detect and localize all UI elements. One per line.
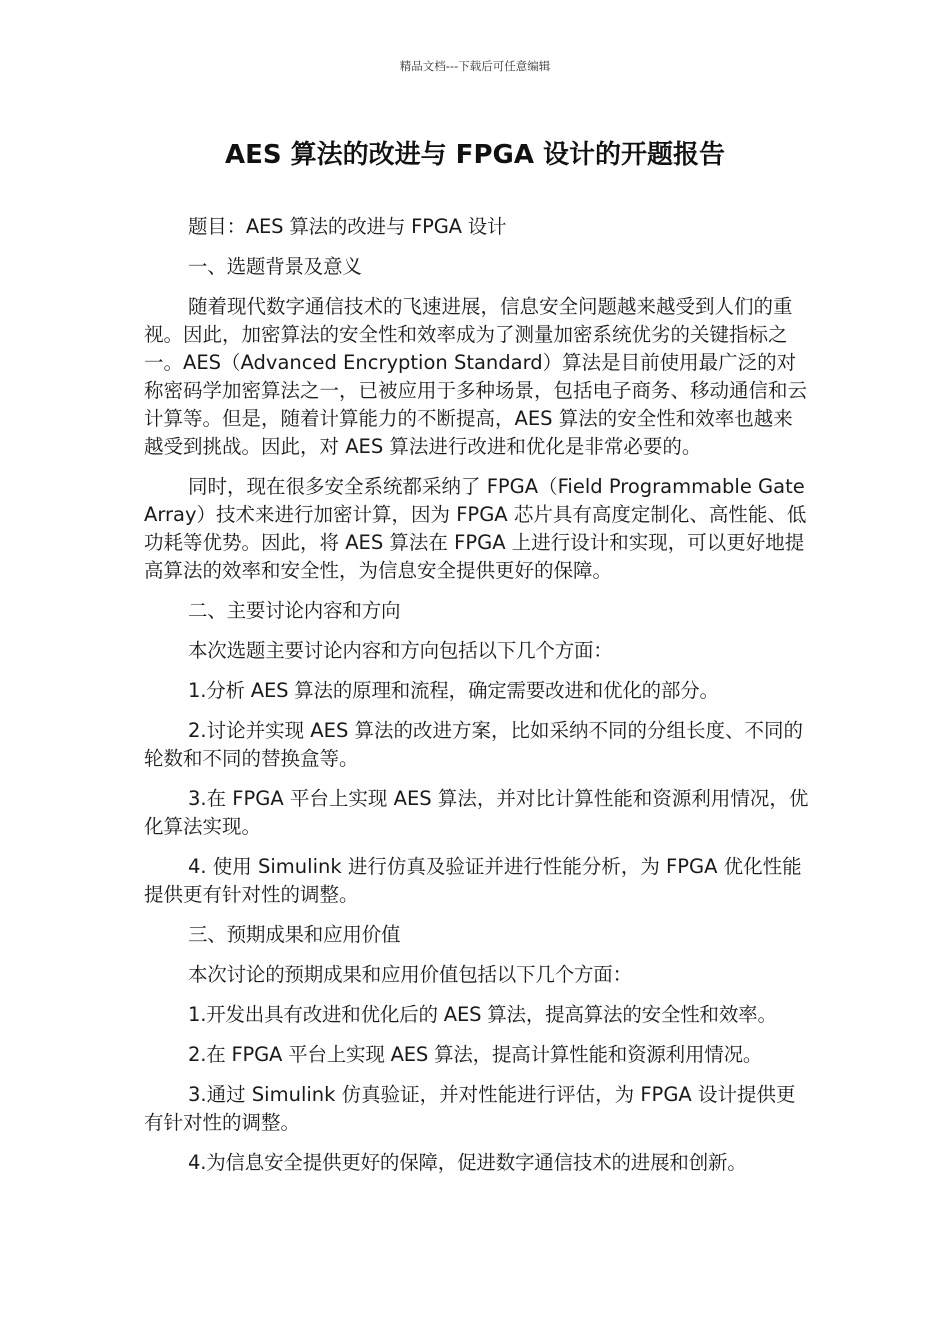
section-3-item-2: 2.在 FPGA 平台上实现 AES 算法，提高计算性能和资源利用情况。 <box>188 1043 763 1066</box>
section-2-heading: 二、主要讨论内容和方向 <box>188 599 401 622</box>
section-2-item-3: 3.在 FPGA 平台上实现 AES 算法，并对比计算性能和资源利用情况，优化算法实现。 <box>144 787 809 838</box>
section-3-heading: 三、预期成果和应用价值 <box>188 923 401 946</box>
section-2-item-2: 2.讨论并实现 AES 算法的改进方案，比如采纳不同的分组长度、不同的轮数和不同的替换盒等。 <box>144 719 804 770</box>
section-3-item-3: 3.通过 Simulink 仿真验证，并对性能进行评估，为 FPGA 设计提供更有针对性的调整。 <box>144 1083 796 1134</box>
header-note: 精品文档---下载后可任意编辑 <box>399 59 551 73</box>
section-2-intro: 本次选题主要讨论内容和方向包括以下几个方面： <box>188 639 613 662</box>
section-1-paragraph-2: 同时，现在很多安全系统都采纳了 FPGA（Field Programmable Gate Array）技术来进行加密计算，因为 FPGA 芯片具有高度定制化、高性能、低功耗等优势。因此，将 AES 算法在 FPGA 上进行设计和实现，可以更好地提高算法的效率和安全性，为信息安全提供更好的保障。 <box>144 475 807 582</box>
section-1-paragraph-1: 随着现代数字通信技术的飞速进展，信息安全问题越来越受到人们的重视。因此，加密算法的安全性和效率成为了测量加密系统优劣的关键指标之一。AES（Advanced Encryption Standard）算法是目前使用最广泛的对称密码学加密算法之一，已被应用于多种场景，包括电子商务、移动通信和云计算等。但是，随着计算能力的不断提高，AES 算法的安全性和效率也越来越受到挑战。因此，对 AES 算法进行改进和优化是非常必要的。 <box>144 295 808 458</box>
document-title: AES 算法的改进与 FPGA 设计的开题报告 <box>224 140 726 170</box>
section-2-item-1: 1.分析 AES 算法的原理和流程，确定需要改进和优化的部分。 <box>188 679 719 702</box>
section-1-heading: 一、选题背景及意义 <box>188 255 362 278</box>
section-3-item-1: 1.开发出具有改进和优化后的 AES 算法，提高算法的安全性和效率。 <box>188 1003 777 1026</box>
section-3-intro: 本次讨论的预期成果和应用价值包括以下几个方面： <box>188 963 632 986</box>
section-3-item-4: 4.为信息安全提供更好的保障，促进数字通信技术的进展和创新。 <box>188 1151 747 1174</box>
topic-line: 题目：AES 算法的改进与 FPGA 设计 <box>188 215 507 238</box>
document-body <box>144 213 810 1189</box>
section-2-item-4: 4. 使用 Simulink 进行仿真及验证并进行性能分析，为 FPGA 优化性能提供更有针对性的调整。 <box>144 855 802 906</box>
